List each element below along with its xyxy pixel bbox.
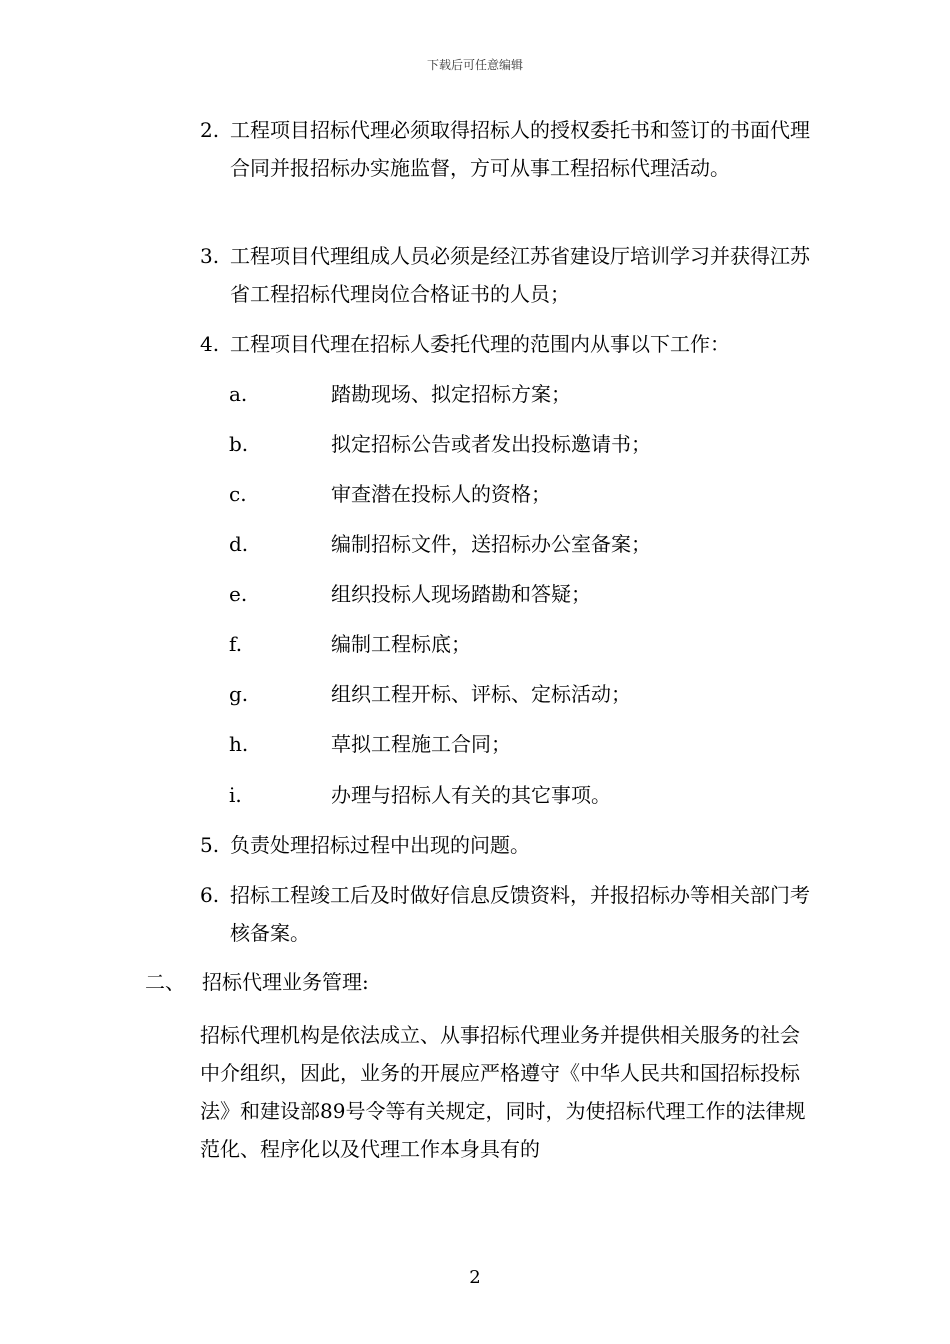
sub-list-item-text: 编制工程标底；: [331, 632, 471, 656]
page-number: 2: [469, 1267, 481, 1288]
list-item-text: 招标工程竣工后及时做好信息反馈资料，并报招标办等相关部门考核备案。: [230, 883, 810, 945]
sub-list-item-text: 草拟工程施工合同；: [331, 732, 511, 756]
sub-list-item-text: 审查潜在投标人的资格；: [331, 482, 551, 506]
list-item: [200, 111, 812, 187]
list-item: [200, 237, 812, 313]
sub-list-item-text: 踏勘现场、拟定招标方案；: [331, 382, 571, 406]
list-item-text: 工程项目招标代理必须取得招标人的授权委托书和签订的书面代理合同并报招标办实施监督，方可从事工程招标代理活动。: [230, 118, 810, 180]
sub-list-item-marker: b.: [229, 432, 249, 456]
sub-list-item-marker: a.: [229, 382, 248, 406]
sub-list-item-text: 编制招标文件，送招标办公室备案；: [331, 532, 651, 556]
list-item: [200, 876, 812, 952]
list-item-text: 工程项目代理在招标人委托代理的范围内从事以下工作：: [230, 332, 730, 356]
list-item-marker: 2.: [200, 118, 220, 142]
list-item-marker: 4.: [200, 332, 220, 356]
sub-list-item-marker: e.: [229, 582, 248, 606]
section-heading-marker: 二、: [145, 970, 185, 994]
sub-list-item-text: 拟定招标公告或者发出投标邀请书；: [331, 432, 651, 456]
list-item-marker: 6.: [200, 883, 220, 907]
sub-list-item-marker: c.: [229, 482, 247, 506]
sub-list-item-marker: i.: [229, 783, 242, 807]
list-item: [200, 826, 812, 864]
list-item-text: 负责处理招标过程中出现的问题。: [230, 833, 530, 857]
list-item-text: 工程项目代理组成人员必须是经江苏省建设厅培训学习并获得江苏省工程招标代理岗位合格证书的人员；: [230, 244, 810, 306]
sub-list-item-marker: f.: [229, 632, 243, 656]
section-heading-title: 招标代理业务管理:: [202, 970, 369, 994]
list-item-marker: 5.: [200, 833, 220, 857]
list-item-marker: 3.: [200, 244, 220, 268]
sub-list-item-text: 办理与招标人有关的其它事项。: [331, 783, 611, 807]
header-note: 下载后可任意编辑: [426, 58, 523, 72]
list-item: [200, 325, 812, 363]
sub-list-item-marker: h.: [229, 732, 249, 756]
sub-list-item-text: 组织工程开标、评标、定标活动；: [331, 682, 631, 706]
sub-list-item-marker: d.: [229, 532, 249, 556]
sub-list-item-marker: g.: [229, 682, 249, 706]
sub-list-item-text: 组织投标人现场踏勘和答疑；: [331, 582, 591, 606]
body-paragraph: 招标代理机构是依法成立、从事招标代理业务并提供相关服务的社会中介组织，因此，业务的开展应严格遵守《中华人民共和国招标投标法》和建设部89号令等有关规定，同时，为使招标代理工作的法律规范化、程序化以及代理工作本身具有的: [200, 1023, 806, 1161]
